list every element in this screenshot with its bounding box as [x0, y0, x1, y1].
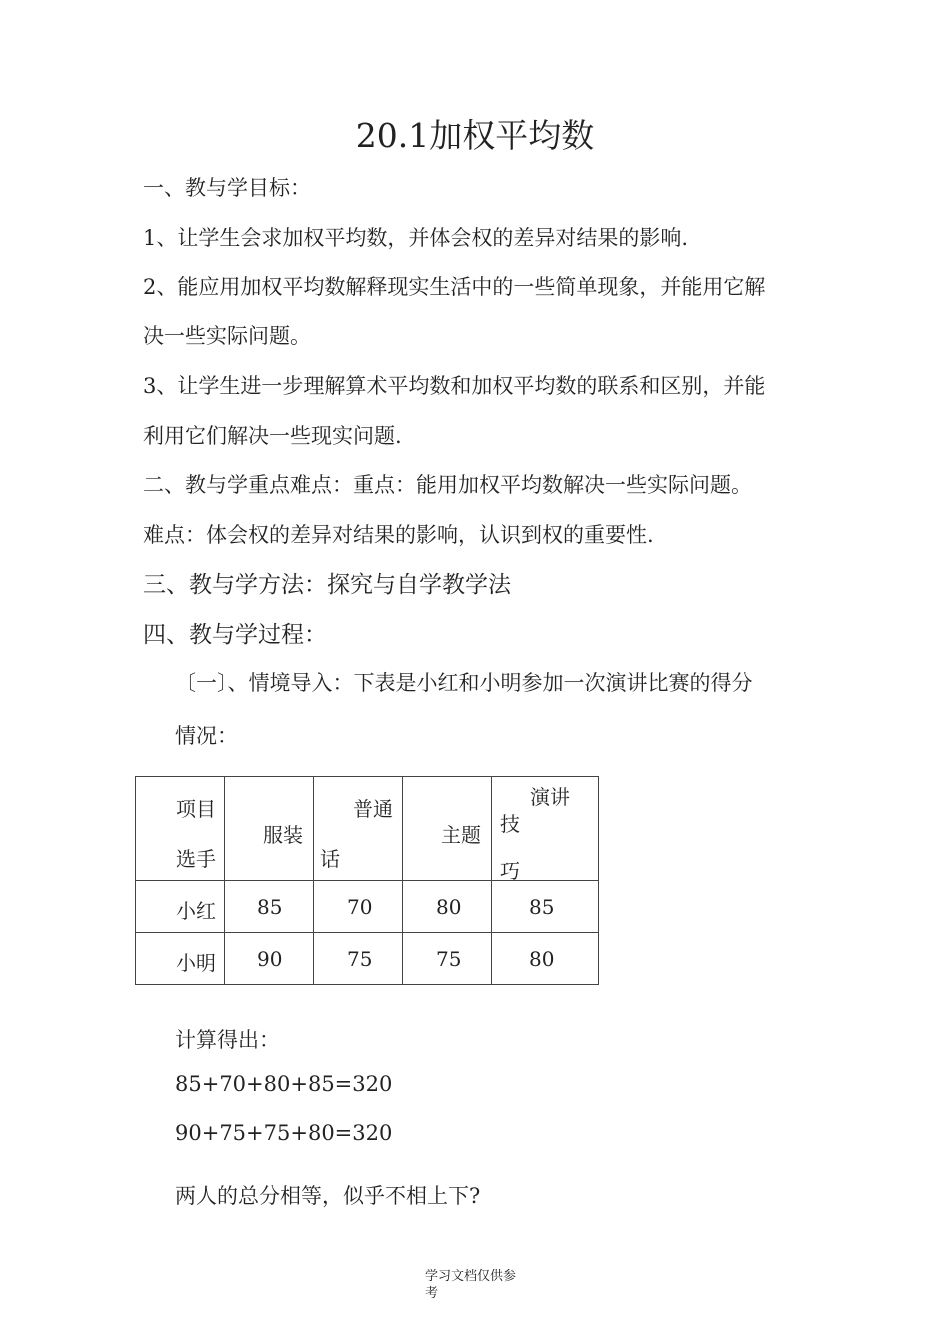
- score-table: [135, 776, 599, 985]
- header-label-clothing: 服装: [263, 823, 303, 847]
- goal-3-line-1: 3、让学生进一步理解算术平均数和加权平均数的联系和区别，并能: [143, 374, 766, 398]
- header-label-theme: 主题: [441, 823, 481, 847]
- calc-conclusion: 两人的总分相等，似乎不相上下?: [175, 1184, 481, 1208]
- corner-header-cell: [136, 777, 225, 881]
- score-cell: [403, 933, 492, 985]
- player-name: 小红: [176, 899, 216, 923]
- score-cell: [314, 881, 403, 933]
- score-theme: 80: [436, 895, 462, 919]
- calc-equation-1: 85+70+80+85=320: [175, 1072, 393, 1096]
- score-mandarin: 75: [347, 947, 373, 971]
- score-mandarin: 70: [347, 895, 373, 919]
- header-cell-skill: [492, 777, 599, 881]
- score-clothing: 90: [257, 947, 283, 971]
- score-skill: 85: [529, 895, 555, 919]
- score-cell: [492, 881, 599, 933]
- table-row: [136, 933, 599, 985]
- header-label-mandarin-b: 话: [320, 847, 340, 871]
- calc-label: 计算得出：: [175, 1028, 280, 1052]
- section3-heading: 三、教与学方法：探究与自学教学法: [143, 572, 511, 598]
- player-name-cell: [136, 933, 225, 985]
- section1-heading: 一、教与学目标：: [143, 176, 311, 200]
- header-cell-clothing: [225, 777, 314, 881]
- table-row: [136, 881, 599, 933]
- header-cell-mandarin: [314, 777, 403, 881]
- goal-1: 1、让学生会求加权平均数，并体会权的差异对结果的影响.: [143, 226, 689, 250]
- score-skill: 80: [529, 947, 555, 971]
- intro-line-1: 〔一〕、情境导入：下表是小红和小明参加一次演讲比赛的得分: [175, 671, 753, 695]
- footer-note-line-2: 考: [425, 1286, 439, 1301]
- score-theme: 75: [436, 947, 462, 971]
- header-label-skill-a: 演讲: [530, 785, 570, 809]
- section2-line-2: 难点：体会权的差异对结果的影响，认识到权的重要性.: [143, 523, 654, 547]
- player-name-cell: [136, 881, 225, 933]
- goal-2-line-1: 2、能应用加权平均数解释现实生活中的一些简单现象，并能用它解: [143, 275, 766, 299]
- goal-3-line-2: 利用它们解决一些现实问题.: [143, 424, 402, 448]
- header-label-skill-b: 技: [500, 812, 520, 836]
- header-cell-theme: [403, 777, 492, 881]
- score-cell: [403, 881, 492, 933]
- header-label-mandarin-a: 普通: [353, 797, 393, 821]
- calc-equation-2: 90+75+75+80=320: [175, 1121, 393, 1145]
- section2-line-1: 二、教与学重点难点：重点：能用加权平均数解决一些实际问题。: [143, 473, 752, 497]
- table-header-row: [136, 777, 599, 881]
- corner-label-project: 项目: [176, 797, 216, 821]
- score-clothing: 85: [257, 895, 283, 919]
- score-cell: [225, 881, 314, 933]
- section4-heading: 四、教与学过程：: [143, 622, 327, 648]
- goal-2-line-2: 决一些实际问题。: [143, 324, 311, 348]
- page-title: 20.1加权平均数: [355, 116, 595, 155]
- score-cell: [314, 933, 403, 985]
- intro-line-2: 情况：: [175, 724, 238, 748]
- score-cell: [492, 933, 599, 985]
- footer-note-line-1: 学习文档仅供参: [425, 1269, 517, 1284]
- player-name: 小明: [176, 951, 216, 975]
- score-cell: [225, 933, 314, 985]
- corner-label-player: 选手: [176, 847, 216, 871]
- header-label-skill-c: 巧: [500, 859, 520, 883]
